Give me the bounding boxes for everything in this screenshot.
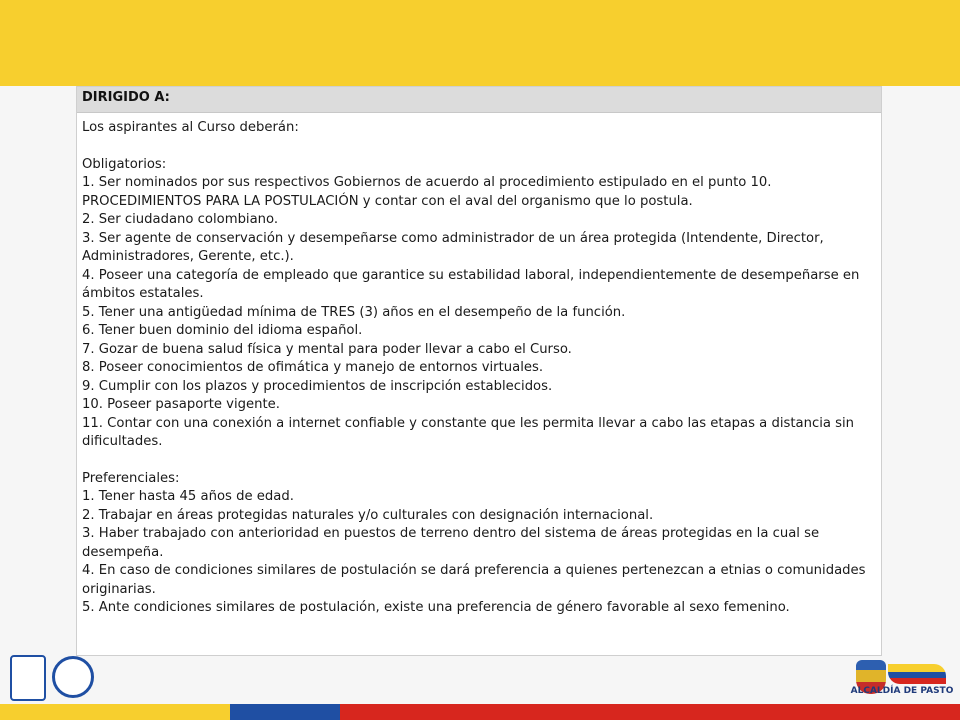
preferencial-item: 3. Haber trabajado con anterioridad en puestos de terreno dentro del sistema de áreas protegidas en la cual se desempeña. — [82, 526, 820, 560]
preferenciales-title: Preferenciales: — [82, 470, 180, 486]
obligatorios-title: Obligatorios: — [82, 156, 167, 172]
obligatorio-item: 11. Contar con una conexión a internet confiable y constante que les permita llevar a cabo las etapas a distancia sin dificultades. — [82, 415, 855, 449]
preferencial-item: 5. Ante condiciones similares de postulación, existe una preferencia de género favorable al sexo femenino. — [82, 600, 790, 615]
stripe-blue — [230, 704, 340, 720]
flag-ribbon-logo — [888, 664, 946, 684]
table-content — [77, 113, 881, 618]
obligatorio-item: 3. Ser agente de conservación y desempeñarse como administrador de un área protegida (Intendente, Director, Administradores, Gerente, etc.). — [82, 230, 824, 264]
certification-logo — [10, 655, 46, 701]
obligatorio-item: 10. Poseer pasaporte vigente. — [82, 397, 280, 412]
obligatorio-item: 8. Poseer conocimientos de ofimática y manejo de entornos virtuales. — [82, 360, 544, 375]
alcaldia-logo-text: ALCALDÍA DE PASTO — [850, 686, 954, 696]
preferencial-item: 1. Tener hasta 45 años de edad. — [82, 489, 294, 504]
top-yellow-band — [0, 0, 960, 86]
obligatorio-item: 7. Gozar de buena salud física y mental para poder llevar a cabo el Curso. — [82, 341, 572, 357]
table-header: DIRIGIDO A: — [77, 87, 881, 113]
stripe-yellow — [0, 704, 230, 720]
obligatorio-item: 5. Tener una antigüedad mínima de TRES (3) años en el desempeño de la función. — [82, 304, 626, 320]
obligatorio-item: 1. Ser nominados por sus respectivos Gobiernos de acuerdo al procedimiento estipulado en el punto 10. PROCEDIMIENTOS PARA LA POSTULACIÓN y contar con el aval del organismo que lo postula. — [82, 175, 772, 209]
obligatorio-item: 9. Cumplir con los plazos y procedimientos de inscripción establecidos. — [82, 378, 553, 394]
spacer — [82, 138, 877, 156]
intro-text: Los aspirantes al Curso deberán: — [82, 120, 299, 135]
obligatorio-item: 2. Ser ciudadano colombiano. — [82, 212, 279, 227]
stripe-red — [340, 704, 960, 720]
obligatorio-item: 6. Tener buen dominio del idioma español. — [82, 323, 363, 338]
spacer — [82, 452, 877, 470]
requirements-table — [76, 86, 882, 656]
bottom-color-stripe — [0, 704, 960, 720]
preferencial-item: 4. En caso de condiciones similares de postulación se dará preferencia a quienes pertenezcan a etnias o comunidades originarias. — [82, 563, 866, 597]
quality-seal-logo — [52, 656, 94, 698]
preferencial-item: 2. Trabajar en áreas protegidas naturales y/o culturales con designación internacional. — [82, 507, 654, 523]
obligatorio-item: 4. Poseer una categoría de empleado que garantice su estabilidad laboral, independientemente de desempeñarse en ámbitos estatales. — [82, 267, 860, 301]
